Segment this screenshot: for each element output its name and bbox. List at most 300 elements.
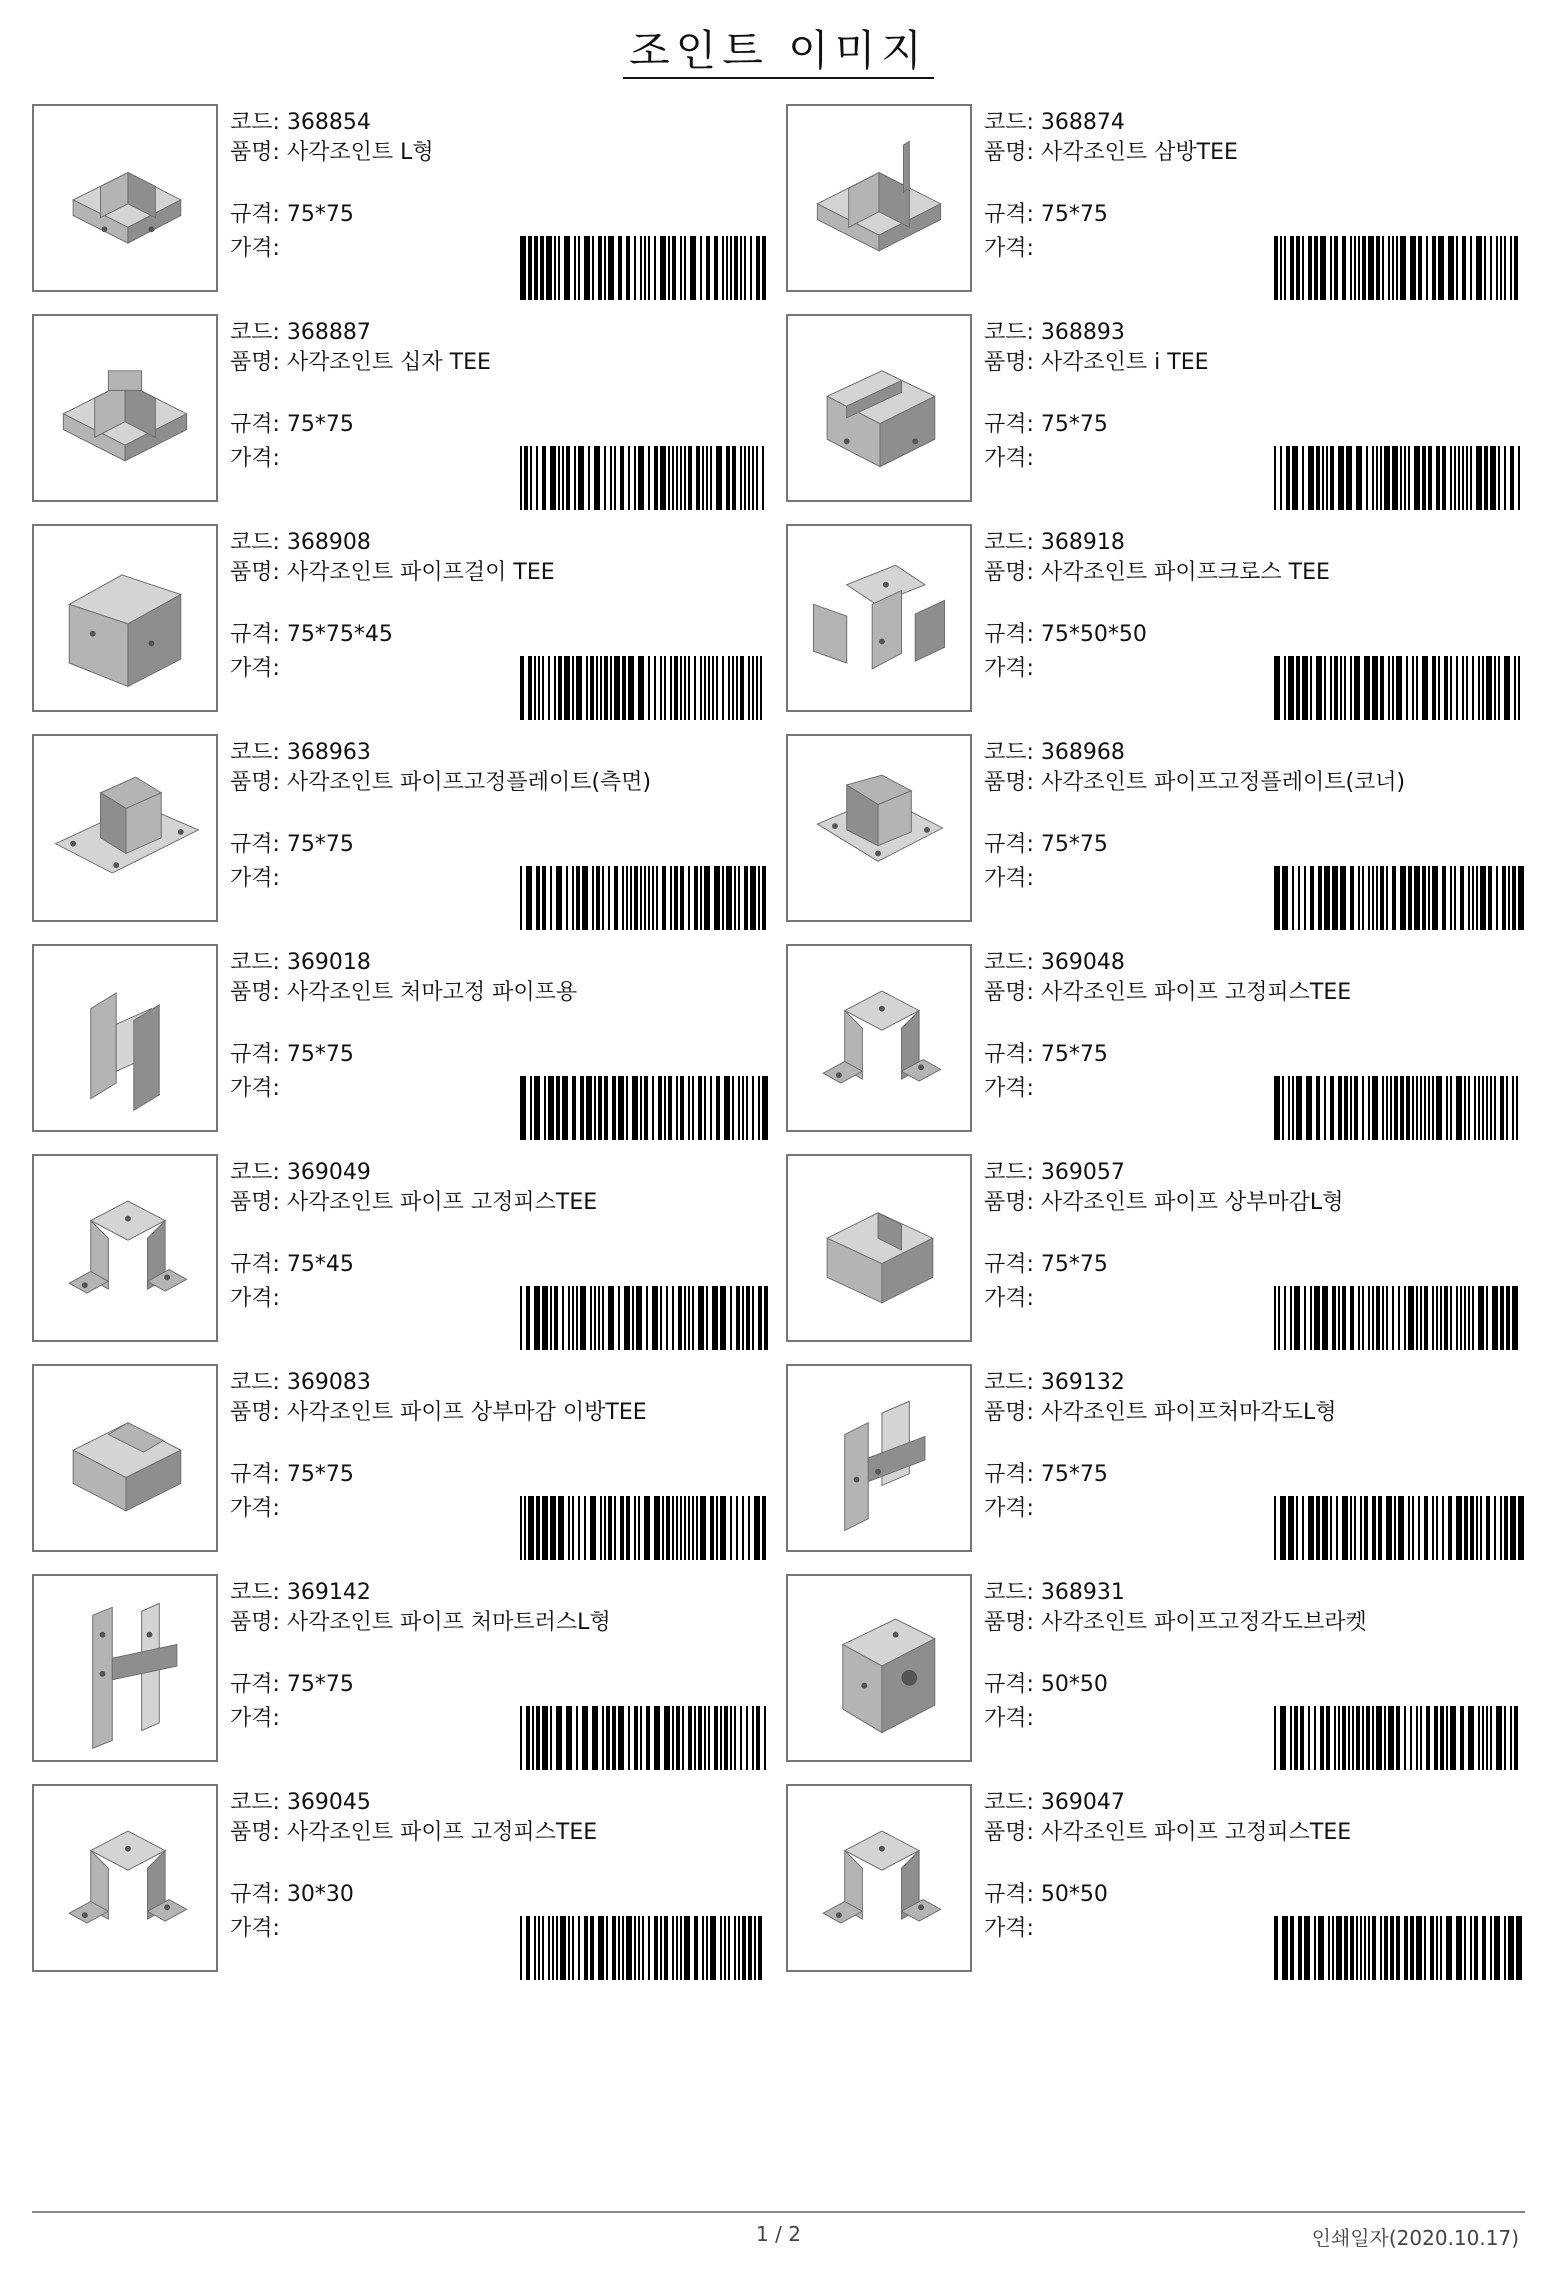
barcode-bar [1390,1076,1392,1140]
product-spec: 75*75 [286,1672,354,1697]
product-code: 369083 [286,1370,371,1395]
barcode-bar [1320,236,1326,300]
barcode-bar [1436,1286,1438,1350]
barcode-bar [1290,236,1294,300]
barcode-bar [724,1076,730,1140]
barcode-bar [706,446,708,510]
barcode-bar [706,1286,708,1350]
barcode-bar [1372,446,1374,510]
barcode-bar [1392,656,1394,720]
barcode-bar [626,236,630,300]
barcode-bar [554,1286,558,1350]
price-label: 가격: [984,1286,1034,1311]
screw-hole [125,1846,131,1852]
barcode-bar [572,1916,574,1980]
barcode-bar [1460,866,1464,930]
barcode-bar [1490,1706,1492,1770]
barcode-bar [1482,1076,1484,1140]
barcode-bar [536,1706,540,1770]
barcode-bar [1426,236,1428,300]
product-code: 369048 [1040,950,1125,975]
spec-label: 규격: [230,832,280,857]
spec-label: 규격: [230,202,280,227]
barcode-bar [700,1496,706,1560]
barcode-bar [1350,656,1352,720]
part-shape [845,1423,868,1531]
barcode-bar [642,1916,644,1980]
barcode-bar [1492,1286,1498,1350]
barcode-bar [1422,446,1426,510]
barcode [520,236,770,300]
barcode-bar [1462,446,1464,510]
barcode-bar [1472,656,1474,720]
barcode-bar [1350,236,1352,300]
product-code: 369018 [286,950,371,975]
product-spec: 50*50 [1040,1882,1108,1907]
code-label: 코드: [984,530,1034,555]
barcode-bar [1490,1076,1492,1140]
barcode-bar [1356,1706,1360,1770]
barcode-bar [1448,236,1454,300]
barcode-bar [600,656,602,720]
product-card [786,1364,1526,1556]
name-label: 품명: [984,980,1034,1005]
barcode [1274,1706,1524,1770]
barcode-bar [638,1916,640,1980]
barcode-bar [1316,1496,1320,1560]
barcode-bar [1478,1286,1484,1350]
barcode-bar [604,656,608,720]
barcode-bar [556,1706,562,1770]
barcode-bar [612,1706,616,1770]
screw-hole [918,1064,924,1070]
barcode-bar [710,1496,714,1560]
barcode-bar [1406,1076,1410,1140]
screw-hole [893,1632,899,1638]
screw-hole [875,851,881,857]
barcode-bar [1408,446,1410,510]
barcode-bar [1464,1286,1466,1350]
spec-label: 규격: [230,1672,280,1697]
screw-hole [832,823,838,829]
barcode-bar [592,866,594,930]
barcode-bar [1412,1496,1414,1560]
barcode-bar [566,446,570,510]
barcode-bar [1282,1916,1288,1980]
barcode-bar [722,866,724,930]
barcode-bar [618,236,622,300]
price-label: 가격: [984,236,1034,261]
barcode-bar [1376,866,1378,930]
barcode-bar [1342,1496,1348,1560]
barcode-bar [1464,1496,1468,1560]
barcode-bar [1404,1286,1406,1350]
product-card [32,314,772,506]
barcode-bar [746,1076,748,1140]
screw-hole [912,438,918,444]
barcode-bar [634,1496,636,1560]
barcode-bar [606,1706,610,1770]
barcode-bar [564,236,570,300]
barcode-bar [524,1496,526,1560]
part-shape [872,591,901,669]
barcode-bar [1470,446,1472,510]
barcode-bar [1368,866,1370,930]
barcode-bar [1314,1286,1320,1350]
barcode-bar [720,1286,726,1350]
barcode-bar [1394,1496,1396,1560]
barcode-bar [542,1496,548,1560]
barcode-bar [1308,1496,1314,1560]
barcode-bar [756,1706,760,1770]
barcode-bar [706,1916,708,1980]
barcode-bar [750,866,756,930]
barcode-bar [1416,1706,1418,1770]
product-spec: 75*75 [1040,202,1108,227]
product-name: 사각조인트 파이프고정플레이트(코너) [1040,770,1406,795]
barcode-bar [1428,866,1430,930]
barcode-bar [1372,1916,1376,1980]
barcode-bar [1412,1076,1414,1140]
barcode-bar [528,236,532,300]
barcode-bar [598,1076,602,1140]
barcode-bar [730,1286,732,1350]
barcode-bar [1342,1706,1346,1770]
barcode-bar [1400,866,1406,930]
barcode-bar [1330,446,1334,510]
barcode-bar [626,1496,630,1560]
barcode-bar [1362,236,1366,300]
barcode [520,1916,770,1980]
barcode-bar [574,236,576,300]
barcode-bar [638,446,644,510]
barcode-bar [614,656,620,720]
barcode-bar [704,656,706,720]
barcode-bar [702,446,704,510]
barcode-bar [558,656,562,720]
barcode-bar [1476,1496,1478,1560]
barcode-bar [1516,1916,1522,1980]
barcode-bar [724,1916,726,1980]
barcode-bar [1274,446,1276,510]
barcode-bar [538,1916,540,1980]
barcode-bar [1482,656,1484,720]
barcode-bar [1466,446,1468,510]
barcode-bar [594,1286,596,1350]
barcode-bar [644,1496,650,1560]
barcode [520,1076,770,1140]
product-name: 사각조인트 파이프 고정피스TEE [1040,980,1352,1005]
barcode-bar [680,1496,682,1560]
name-label: 품명: [230,140,280,165]
barcode-bar [548,1076,554,1140]
barcode-bar [606,1916,608,1980]
barcode-bar [1504,1496,1508,1560]
barcode-bar [646,1706,650,1770]
barcode-bar [688,866,690,930]
barcode-bar [1284,1286,1286,1350]
spec-label: 규격: [984,1252,1034,1277]
barcode-bar [1506,1286,1510,1350]
barcode-bar [740,446,742,510]
barcode-bar [690,236,696,300]
barcode-bar [1288,1496,1294,1560]
barcode-bar [534,1916,536,1980]
barcode-bar [628,656,634,720]
barcode-bar [1314,1916,1316,1980]
saddle-bracket-icon [788,946,970,1130]
barcode-bar [1318,866,1322,930]
price-label: 가격: [230,1076,280,1101]
barcode-bar [1388,236,1390,300]
product-thumbnail [32,314,218,502]
product-thumbnail [32,1574,218,1762]
name-label: 품명: [984,560,1034,585]
price-label: 가격: [984,656,1034,681]
barcode-bar [746,1286,750,1350]
product-thumbnail [786,1574,972,1762]
product-name: 사각조인트 삼방TEE [1040,140,1238,165]
barcode-bar [1284,236,1286,300]
barcode-bar [576,866,580,930]
barcode-bar [720,1706,722,1770]
barcode-bar [1436,1076,1442,1140]
screw-hole [164,1904,170,1910]
barcode-bar [1456,236,1458,300]
barcode-bar [1286,446,1290,510]
screw-hole [879,1846,885,1852]
product-spec: 75*75 [1040,832,1108,857]
barcode-bar [1344,1916,1348,1980]
barcode [1274,446,1524,510]
barcode-bar [1456,1496,1462,1560]
barcode-bar [1292,446,1298,510]
barcode-bar [1354,236,1356,300]
barcode-bar [584,1916,588,1980]
barcode-bar [712,1286,718,1350]
barcode-bar [604,1076,608,1140]
product-name: 사각조인트 파이프 상부마감L형 [1040,1190,1344,1215]
barcode-bar [680,1076,684,1140]
barcode-bar [652,1076,654,1140]
product-thumbnail [32,1784,218,1972]
barcode-bar [1400,1076,1404,1140]
barcode-bar [1386,1076,1388,1140]
barcode-bar [1332,1286,1336,1350]
barcode-bar [576,656,582,720]
barcode-bar [670,656,672,720]
barcode-bar [540,236,544,300]
barcode [1274,656,1524,720]
code-label: 코드: [230,320,280,345]
barcode-bar [592,236,594,300]
barcode-bar [598,236,602,300]
barcode-bar [1420,1286,1422,1350]
barcode-bar [1460,1286,1462,1350]
screw-hole [875,1469,881,1475]
product-code: 368887 [286,320,371,345]
barcode-bar [576,1286,578,1350]
barcode-bar [1490,446,1496,510]
barcode-bar [640,1706,642,1770]
product-code: 368893 [1040,320,1125,345]
barcode-bar [688,1706,692,1770]
barcode-bar [1332,1916,1334,1980]
barcode-bar [1340,656,1342,720]
barcode-bar [716,1076,720,1140]
barcode-bar [1344,1076,1348,1140]
barcode-bar [652,866,654,930]
name-label: 품명: [984,770,1034,795]
barcode-bar [620,446,624,510]
barcode-bar [1450,446,1452,510]
name-label: 품명: [230,1820,280,1845]
barcode-bar [1494,1916,1500,1980]
barcode-bar [1450,1706,1456,1770]
barcode-bar [1450,656,1452,720]
barcode-bar [1372,1286,1374,1350]
barcode-bar [1392,866,1396,930]
screw-hole [918,1904,924,1910]
barcode-bar [1486,1076,1488,1140]
barcode-bar [1454,866,1456,930]
barcode-bar [1442,1496,1444,1560]
barcode-bar [596,866,600,930]
barcode-bar [758,866,760,930]
screw-hole [902,1670,918,1686]
barcode-bar [1480,866,1486,930]
barcode-bar [1324,1076,1326,1140]
screw-hole [148,641,154,647]
barcode-bar [1358,1286,1360,1350]
barcode-bar [1368,1076,1370,1140]
barcode-bar [1338,1286,1340,1350]
barcode-bar [622,1916,624,1980]
barcode-bar [1424,1916,1426,1980]
barcode-bar [720,1916,722,1980]
barcode-bar [1510,1496,1516,1560]
angle-bracket-icon [788,1576,970,1760]
name-label: 품명: [230,1610,280,1635]
barcode-bar [526,1916,530,1980]
barcode-bar [764,1286,768,1350]
barcode-bar [1490,1916,1492,1980]
name-label: 품명: [984,1400,1034,1425]
barcode-bar [1334,1706,1336,1770]
barcode-bar [752,1076,754,1140]
price-label: 가격: [230,1916,280,1941]
product-code: 369047 [1040,1790,1125,1815]
screw-hole [100,1632,106,1638]
product-card [786,104,1526,296]
barcode-bar [678,1286,682,1350]
screw-hole [90,631,96,637]
barcode-bar [1394,1076,1398,1140]
part-shape [93,1607,113,1748]
barcode [1274,236,1524,300]
barcode-bar [656,866,658,930]
barcode-bar [1362,1286,1364,1350]
barcode-bar [742,1286,744,1350]
barcode-bar [520,866,522,930]
barcode-bar [1284,656,1286,720]
barcode [520,866,770,930]
barcode-bar [568,1496,570,1560]
product-name: 사각조인트 L형 [286,140,434,165]
product-card [786,1784,1526,1976]
barcode-bar [582,866,588,930]
barcode-bar [578,446,584,510]
barcode-bar [1290,1706,1292,1770]
barcode-bar [1472,1286,1474,1350]
barcode-bar [1308,236,1312,300]
barcode-bar [1410,236,1416,300]
barcode-bar [694,1916,698,1980]
barcode-bar [1474,1916,1478,1980]
barcode-bar [1358,866,1360,930]
product-thumbnail [786,1154,972,1342]
product-card [32,524,772,716]
code-label: 코드: [230,110,280,135]
barcode-bar [1396,236,1398,300]
barcode-bar [680,1916,682,1980]
barcode-bar [1350,866,1354,930]
product-spec: 75*75 [286,832,354,857]
barcode-bar [596,656,598,720]
barcode-bar [716,656,718,720]
barcode-bar [602,1706,604,1770]
barcode-bar [648,1916,650,1980]
barcode-bar [694,866,698,930]
barcode-bar [1420,1706,1422,1770]
barcode-bar [1304,1916,1310,1980]
barcode-bar [1382,1286,1384,1350]
barcode-bar [644,236,646,300]
barcode-bar [1494,656,1496,720]
barcode-bar [1516,1076,1518,1140]
barcode-bar [1466,656,1468,720]
barcode-bar [536,866,540,930]
barcode-bar [542,866,546,930]
name-label: 품명: [984,140,1034,165]
barcode-bar [534,1076,540,1140]
barcode-bar [1450,1076,1452,1140]
barcode-bar [640,236,642,300]
barcode-bar [1280,1496,1286,1560]
barcode-bar [568,1916,570,1980]
barcode-bar [520,446,522,510]
barcode-bar [562,446,564,510]
barcode-bar [1464,1076,1466,1140]
barcode-bar [1294,1286,1300,1350]
barcode-bar [1388,656,1390,720]
barcode-bar [530,1076,532,1140]
barcode-bar [740,236,742,300]
barcode-bar [1432,1496,1434,1560]
barcode-bar [1500,1286,1504,1350]
barcode-bar [1460,1706,1464,1770]
barcode-bar [724,1706,728,1770]
price-label: 가격: [230,1286,280,1311]
barcode-bar [1504,236,1506,300]
product-card [32,1364,772,1556]
barcode-bar [598,1286,600,1350]
product-thumbnail [786,734,972,922]
barcode-bar [760,656,762,720]
barcode-bar [696,1496,698,1560]
spec-label: 규격: [230,1462,280,1487]
barcode-bar [1478,1706,1480,1770]
